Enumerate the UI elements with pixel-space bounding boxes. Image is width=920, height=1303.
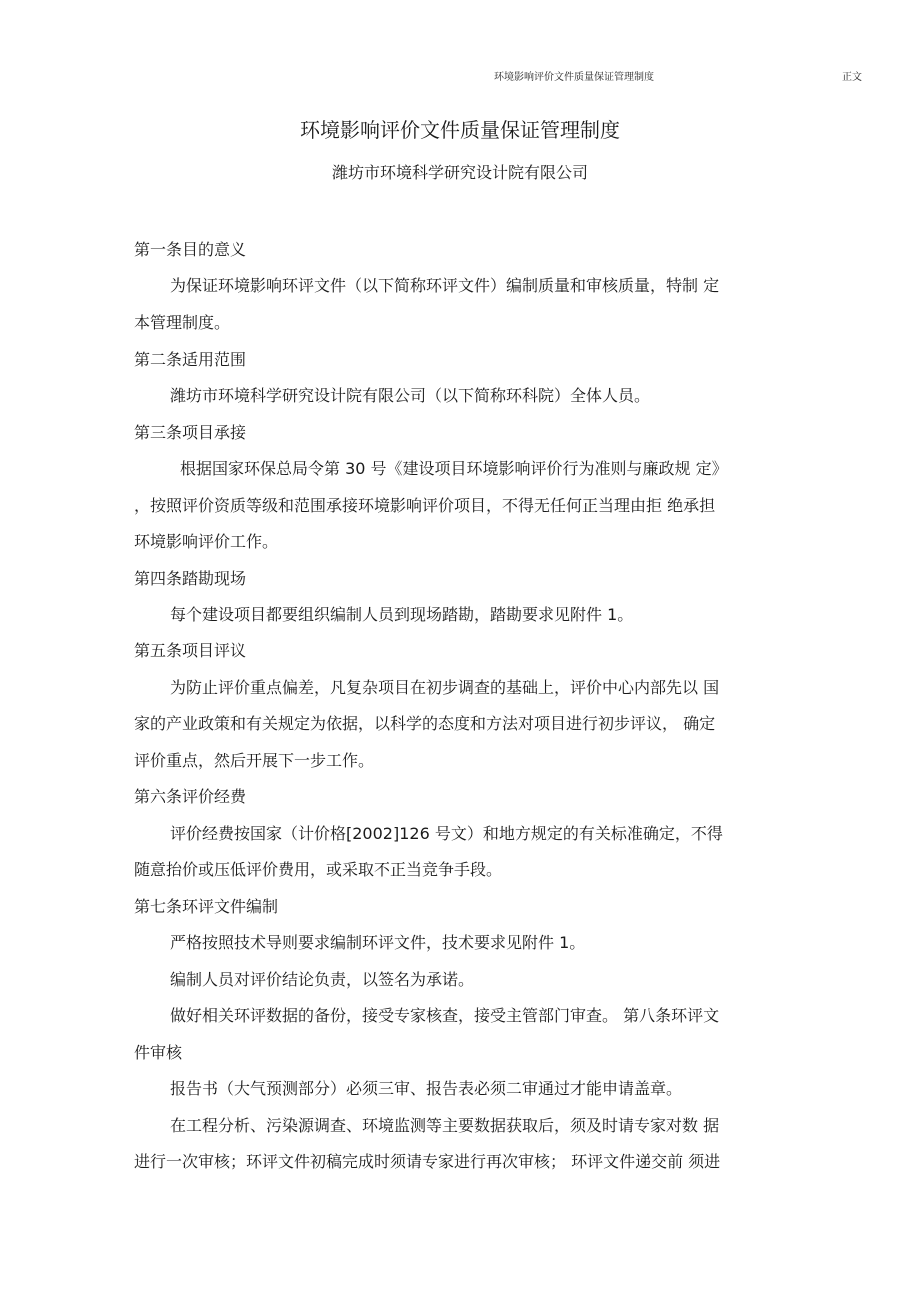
article-3-heading: 第三条项目承接 [134, 423, 247, 442]
running-header-title: 环境影响评价文件质量保证管理制度 [494, 72, 654, 83]
article-1-text-line-1: 为保证环境影响环评文件（以下简称环评文件）编制质量和审核质量，特制 定 [170, 276, 720, 295]
article-8-text-line-1: 报告书（大气预测部分）必须三审、报告表必须二审通过才能申请盖章。 [170, 1079, 683, 1098]
article-5-heading: 第五条项目评议 [134, 641, 247, 660]
article-6-text-line-2: 随意抬价或压低评价费用，或采取不正当竞争手段。 [134, 860, 503, 879]
article-3-text-line-2: ，按照评价资质等级和范围承接环境影响评价项目，不得无任何正当理由拒 绝承担 [134, 496, 716, 515]
article-6-text-line-1: 评价经费按国家（计价格[2002]126 号文）和地方规定的有关标准确定，不得 [170, 824, 723, 843]
article-7-heading: 第七条环评文件编制 [134, 897, 279, 916]
article-8-text-line-2: 在工程分析、污染源调查、环境监测等主要数据获取后，须及时请专家对数 据 [170, 1116, 720, 1135]
article-6-heading: 第六条评价经费 [134, 787, 247, 806]
article-7-text-line-3: 做好相关环评数据的备份，接受专家核查，接受主管部门审查。 第八条环评文 [170, 1006, 720, 1025]
article-3-text-line-1: 根据国家环保总局令第 30 号《建设项目环境影响评价行为准则与廉政规 定》 [180, 459, 728, 478]
article-8-heading-wrap: 件审核 [134, 1043, 183, 1062]
article-7-text-line-1: 严格按照技术导则要求编制环评文件，技术要求见附件 1。 [170, 933, 586, 952]
article-2-heading: 第二条适用范围 [134, 350, 247, 369]
article-1-text-line-2: 本管理制度。 [134, 313, 231, 332]
article-8-text-line-3: 进行一次审核；环评文件初稿完成时须请专家进行再次审核； 环评文件递交前 须进 [134, 1152, 721, 1171]
article-4-heading: 第四条踏勘现场 [134, 569, 247, 588]
article-5-text-line-1: 为防止评价重点偏差，凡复杂项目在初步调查的基础上，评价中心内部先以 国 [170, 678, 720, 697]
organization-name: 潍坊市环境科学研究设计院有限公司 [331, 163, 588, 182]
article-5-text-line-2: 家的产业政策和有关规定为依据，以科学的态度和方法对项目进行初步评议， 确定 [134, 714, 716, 733]
article-5-text-line-3: 评价重点，然后开展下一步工作。 [134, 751, 375, 770]
article-1-heading: 第一条目的意义 [134, 240, 247, 259]
article-2-text: 潍坊市环境科学研究设计院有限公司（以下简称环科院）全体人员。 [170, 386, 651, 405]
article-3-text-line-3: 环境影响评价工作。 [134, 532, 279, 551]
running-header-tag: 正文 [842, 72, 862, 83]
document-title: 环境影响评价文件质量保证管理制度 [300, 118, 620, 142]
article-7-text-line-2: 编制人员对评价结论负责，以签名为承诺。 [170, 970, 475, 989]
article-4-text: 每个建设项目都要组织编制人员到现场踏勘，踏勘要求见附件 1。 [170, 605, 634, 624]
